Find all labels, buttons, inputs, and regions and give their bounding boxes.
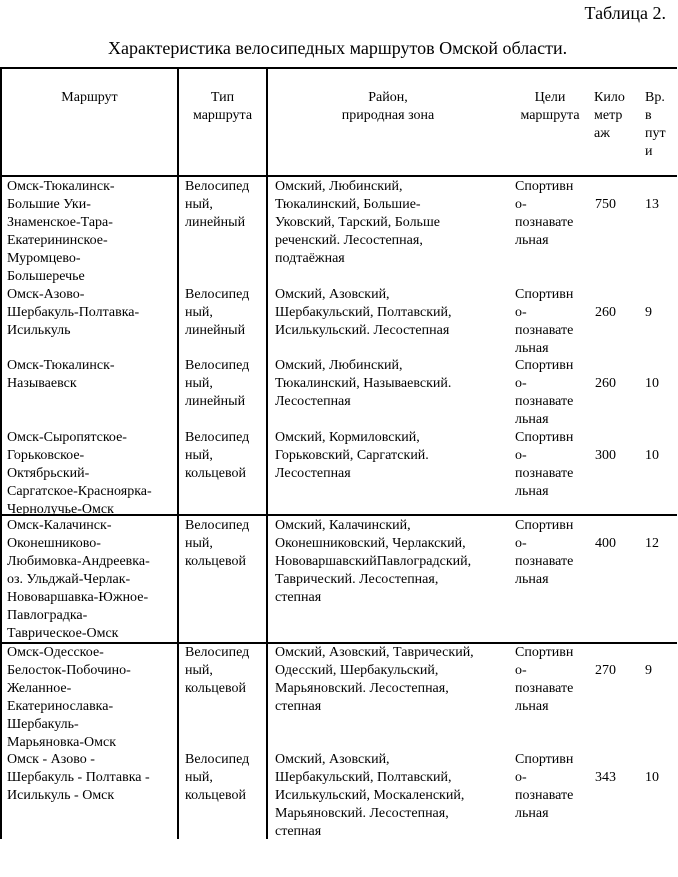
header-route: Маршрут: [61, 90, 118, 105]
cell-type: Велосипед ный, линейный: [185, 179, 250, 230]
cell-km: 270: [595, 663, 616, 678]
cell-route: Омск - Азово - Шербакуль - Полтавка - Исилькуль - Омск: [7, 752, 150, 803]
cell-route: Омск-Тюкалинск- Называевск: [7, 358, 115, 391]
cell-district: Омский, Азовский, Таврический, Одесский, Шербакульский, Марьяновский. Лесостепная, степная: [275, 645, 474, 714]
table-number: Таблица 2.: [584, 3, 666, 23]
header-type: Тип маршрута: [192, 90, 253, 123]
header-goals: Цели маршрута: [520, 90, 580, 123]
cell-route: Омск-Тюкалинск- Большие Уки- Знаменское-Тара- Екатерининское- Муромцево- Большеречье: [7, 179, 115, 284]
cell-type: Велосипед ный, линейный: [185, 287, 250, 338]
header-district: Район, природная зона: [341, 90, 435, 123]
cell-goals: Спортивн о- познавате льная: [515, 752, 574, 821]
cell-route: Омск-Азово- Шербакуль-Полтавка- Исилькуль: [7, 287, 140, 338]
cell-district: Омский, Азовский, Шербакульский, Полтавский, Исилькульский. Лесостепная: [275, 287, 452, 338]
table-left-border: [0, 67, 2, 839]
cell-time: 10: [645, 448, 659, 463]
cell-route: Омск-Одесское- Белосток-Побочино- Желанное- Екатеринославка- Шербакуль- Марьяновка-Омск: [7, 645, 131, 750]
cell-km: 343: [595, 770, 616, 785]
cell-district: Омский, Калачинский, Оконешниковский, Черлакский, НововаршавскийПавлоградский, Таврический. Лесостепная, степная: [275, 518, 472, 605]
cell-district: Омский, Любинский, Тюкалинский, Называевский. Лесостепная: [275, 358, 452, 409]
cell-km: 260: [595, 376, 616, 391]
cell-goals: Спортивн о- познавате льная: [515, 518, 574, 587]
cell-type: Велосипед ный, кольцевой: [185, 645, 250, 696]
header-bottom-border: [0, 175, 677, 177]
cell-goals: Спортивн о- познавате льная: [515, 179, 574, 248]
cell-km: 260: [595, 305, 616, 320]
table-title: Характеристика велосипедных маршрутов Омской области.: [108, 38, 568, 58]
cell-route: Омск-Сыропятское- Горьковское- Октябрьский- Саргатское-Красноярка- Чернолучье-Омск: [7, 430, 152, 517]
cell-time: 12: [645, 536, 659, 551]
cell-type: Велосипед ный, кольцевой: [185, 518, 250, 569]
cell-goals: Спортивн о- познавате льная: [515, 358, 574, 427]
cell-goals: Спортивн о- познавате льная: [515, 645, 574, 714]
column-divider: [266, 67, 268, 839]
header-time: Вр. в пут и: [645, 90, 666, 159]
cell-km: 300: [595, 448, 616, 463]
cell-time: 10: [645, 770, 659, 785]
cell-goals: Спортивн о- познавате льная: [515, 287, 574, 356]
header-km: Кило метр аж: [594, 90, 625, 141]
table-top-border: [0, 67, 677, 69]
cell-district: Омский, Любинский, Тюкалинский, Большие- Уковский, Тарский, Больше реченский. Лесостепная, подтаёжная: [275, 179, 440, 266]
cell-district: Омский, Азовский, Шербакульский, Полтавский, Исилькульский, Москаленский, Марьяновский. Лесостепная, степная: [275, 752, 465, 839]
column-divider: [177, 67, 179, 839]
cell-goals: Спортивн о- познавате льная: [515, 430, 574, 499]
cell-type: Велосипед ный, кольцевой: [185, 752, 250, 803]
cell-time: 9: [645, 305, 652, 320]
cell-district: Омский, Кормиловский, Горьковский, Саргатский. Лесостепная: [275, 430, 429, 481]
cell-type: Велосипед ный, линейный: [185, 358, 250, 409]
cell-route: Омск-Калачинск- Оконешниково- Любимовка-Андреевка- оз. Ульджай-Черлак- Нововаршавка-Южное- Павлоградка- Таврическое-Омск: [7, 518, 150, 641]
cell-type: Велосипед ный, кольцевой: [185, 430, 250, 481]
cell-time: 13: [645, 197, 659, 212]
cell-time: 9: [645, 663, 652, 678]
cell-time: 10: [645, 376, 659, 391]
cell-km: 400: [595, 536, 616, 551]
cell-km: 750: [595, 197, 616, 212]
